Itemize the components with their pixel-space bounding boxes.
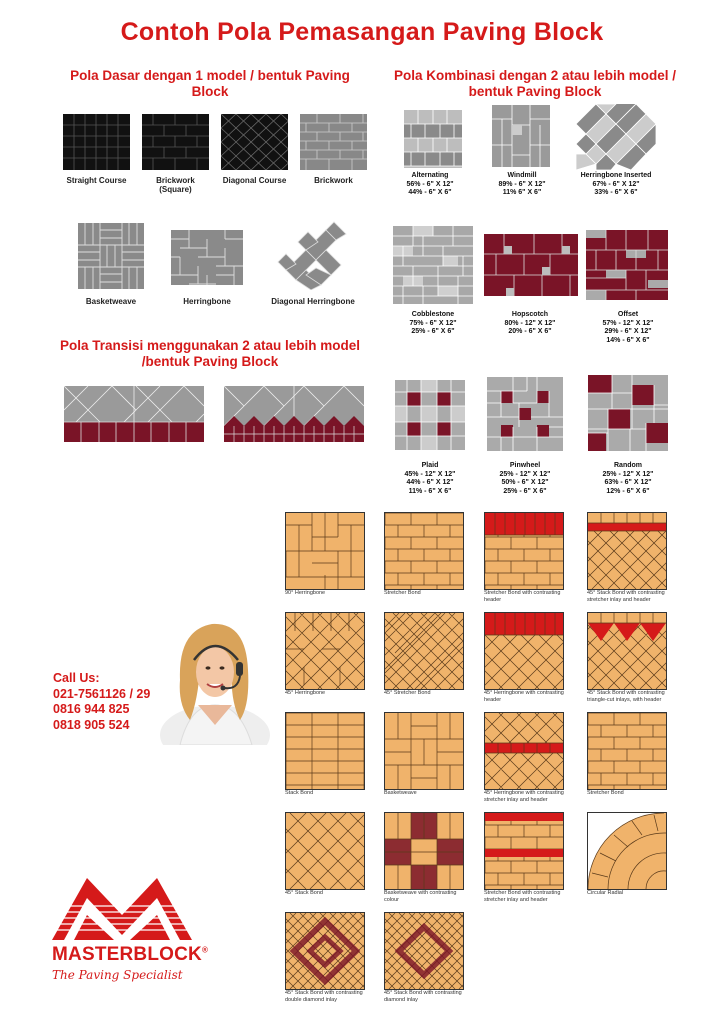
label-herringbone: Herringbone — [183, 297, 231, 306]
swatch-windmill — [492, 105, 550, 167]
tan-pattern-swatch — [484, 812, 564, 890]
tan-pattern-caption: Stretcher Bond — [587, 790, 624, 796]
ratio-random-3: 12% - 6" X 6" — [606, 487, 650, 495]
masterblock-logo-icon — [52, 870, 192, 942]
tan-pattern-caption: Stack Bond — [285, 790, 314, 796]
tan-pattern-swatch — [285, 812, 365, 890]
swatch-transition-2 — [224, 386, 364, 442]
label-diagonal-course: Diagonal Course — [222, 176, 287, 185]
ratio-offset-2: 29% - 6" X 12" — [604, 328, 652, 335]
tan-pattern-caption: Stretcher Bond with contrasting stretcher inlay and header — [484, 890, 561, 903]
name-random: Random — [614, 462, 642, 469]
swatch-hopscotch — [484, 234, 578, 296]
brand-name — [52, 944, 212, 966]
label-diagonal-herringbone: Diagonal Herringbone — [271, 297, 355, 306]
label-herringbone-inserted — [566, 172, 666, 198]
phone-3[interactable]: 0818 905 524 — [53, 717, 130, 732]
ratio-plaid-2: 44% - 6" X 12" — [406, 479, 454, 486]
tan-pattern-swatch — [587, 812, 667, 890]
swatch-plaid — [395, 380, 465, 450]
ratio-plaid-3: 11% - 6" X 6" — [408, 487, 452, 495]
tan-pattern-swatch — [384, 912, 464, 990]
swatch-straight-course — [63, 114, 130, 170]
name-windmill: Windmill — [507, 172, 537, 179]
name-plaid: Plaid — [421, 462, 439, 469]
swatch-transition-1 — [64, 386, 204, 442]
ratio-offset-1: 57% - 12" X 12" — [602, 319, 654, 327]
label-offset — [578, 311, 678, 345]
tan-pattern-swatch — [384, 812, 464, 890]
tan-pattern-caption: 45° Herringbone with contrasting header — [484, 690, 564, 703]
label-pinwheel — [475, 462, 575, 496]
tan-pattern-swatch — [285, 712, 365, 790]
name-cobblestone: Cobblestone — [411, 311, 455, 318]
label-straight-course: Straight Course — [66, 176, 127, 185]
swatch-pinwheel — [487, 377, 563, 451]
tan-pattern-swatch — [285, 512, 365, 590]
tan-pattern-caption: 45° Herringbone — [285, 690, 326, 696]
page-title: Contoh Pola Pemasangan Paving Block — [120, 18, 604, 46]
tan-pattern-swatch — [587, 712, 667, 790]
name-alternating: Alternating — [411, 172, 449, 179]
ratio-random-2: 63% - 6" X 12" — [604, 479, 652, 486]
brand-name-text: MASTERBLOCK — [52, 944, 202, 965]
contact-heading: Call Us: — [53, 671, 100, 685]
ratio-herringbone-inserted-1: 67% - 6" X 12" — [592, 180, 640, 188]
tan-pattern-swatch — [587, 512, 667, 590]
label-brickwork: Brickwork — [314, 176, 353, 185]
swatch-diagonal-course — [221, 114, 288, 170]
label-windmill — [472, 172, 572, 198]
phone-1[interactable]: 021-7561126 / 29 — [53, 686, 151, 701]
tan-pattern-swatch — [384, 712, 464, 790]
swatch-brickwork-square — [142, 114, 209, 170]
swatch-offset — [586, 230, 668, 300]
ratio-windmill-1: 89% - 6" X 12" — [498, 180, 546, 188]
tan-pattern-caption: Basketweave — [384, 790, 417, 796]
ratio-alternating-2: 44% - 6" X 6" — [408, 189, 452, 196]
contact-block — [53, 671, 193, 733]
ratio-hopscotch-2: 20% - 6" X 6" — [508, 328, 552, 335]
section-transition-heading: Pola Transisi menggunakan 2 atau lebih model /bentuk Paving Block — [59, 338, 361, 369]
ratio-cobblestone-1: 75% - 6" X 12" — [409, 319, 457, 327]
tan-pattern-caption: 45° Herringbone with contrasting stretcher inlay and header — [484, 790, 564, 803]
ratio-pinwheel-3: 25% - 6" X 6" — [503, 487, 547, 495]
label-brickwork-square: Brickwork (Square) — [156, 176, 195, 194]
swatch-diagonal-herringbone — [276, 220, 348, 290]
ratio-cobblestone-2: 25% - 6" X 6" — [411, 328, 455, 335]
ratio-random-1: 25% - 12" X 12" — [602, 470, 654, 478]
label-alternating — [380, 172, 480, 198]
tan-pattern-swatch — [285, 612, 365, 690]
ratio-herringbone-inserted-2: 33% - 6" X 6" — [594, 189, 638, 196]
tan-pattern-caption: 45° Stack Bond with contrasting stretcher inlay and header — [587, 590, 665, 603]
tan-pattern-caption: 45° Stack Bond with contrasting diamond inlay — [384, 990, 462, 1003]
section-combination-heading: Pola Kombinasi dengan 2 atau lebih model / bentuk Paving Block — [393, 68, 677, 99]
ratio-offset-3: 14% - 6" X 6" — [606, 336, 650, 344]
tan-pattern-swatch — [484, 612, 564, 690]
swatch-alternating — [404, 110, 462, 168]
tan-pattern-swatch — [484, 712, 564, 790]
tan-pattern-caption: Stretcher Bond with contrasting header — [484, 590, 561, 603]
tan-pattern-swatch — [384, 512, 464, 590]
registered-mark: ® — [201, 945, 209, 955]
brand-tagline: The Paving Specialist — [52, 968, 183, 982]
section-basic-heading: Pola Dasar dengan 1 model / bentuk Paving Block — [70, 68, 350, 99]
name-offset: Offset — [617, 311, 639, 318]
tan-pattern-swatch — [484, 512, 564, 590]
tan-pattern-caption: Circular Radial — [587, 890, 624, 896]
label-basketweave: Basketweave — [85, 297, 137, 306]
tan-pattern-caption: 45° Stack Bond with contrasting triangle-cut inlays, with header — [587, 690, 665, 703]
tan-pattern-caption: Basketweave with contrasting colour — [384, 890, 457, 903]
name-pinwheel: Pinwheel — [509, 462, 541, 469]
label-cobblestone — [383, 311, 483, 337]
ratio-hopscotch-1: 80% - 12" X 12" — [504, 319, 556, 327]
ratio-pinwheel-1: 25% - 12" X 12" — [499, 470, 551, 478]
swatch-cobblestone — [393, 226, 473, 304]
ratio-windmill-2: 11% 6" X 6" — [502, 189, 542, 196]
tan-pattern-caption: 90° Herringbone — [285, 590, 326, 596]
tan-pattern-swatch — [587, 612, 667, 690]
label-random — [578, 462, 678, 496]
ratio-plaid-1: 45% - 12" X 12" — [404, 470, 456, 478]
tan-pattern-swatch — [384, 612, 464, 690]
swatch-brickwork — [300, 114, 367, 170]
tan-pattern-swatch — [285, 912, 365, 990]
tan-pattern-caption: 45° Stack Bond with contrasting double diamond inlay — [285, 990, 363, 1003]
ratio-alternating-1: 56% - 6" X 12" — [406, 180, 454, 188]
label-hopscotch — [480, 311, 580, 337]
tan-pattern-caption: Stretcher Bond — [384, 590, 421, 596]
swatch-herringbone-inserted — [576, 104, 656, 170]
swatch-herringbone — [171, 230, 243, 285]
phone-2[interactable]: 0816 944 825 — [53, 702, 130, 716]
tan-pattern-caption: 45° Stack Bond — [285, 890, 323, 896]
tan-pattern-caption: 45° Stretcher Bond — [384, 690, 431, 696]
label-plaid — [380, 462, 480, 496]
ratio-pinwheel-2: 50% - 6" X 12" — [501, 479, 549, 486]
name-herringbone-inserted: Herringbone Inserted — [580, 172, 652, 179]
name-hopscotch: Hopscotch — [511, 311, 549, 318]
swatch-basketweave — [78, 223, 144, 289]
swatch-random — [588, 375, 668, 451]
